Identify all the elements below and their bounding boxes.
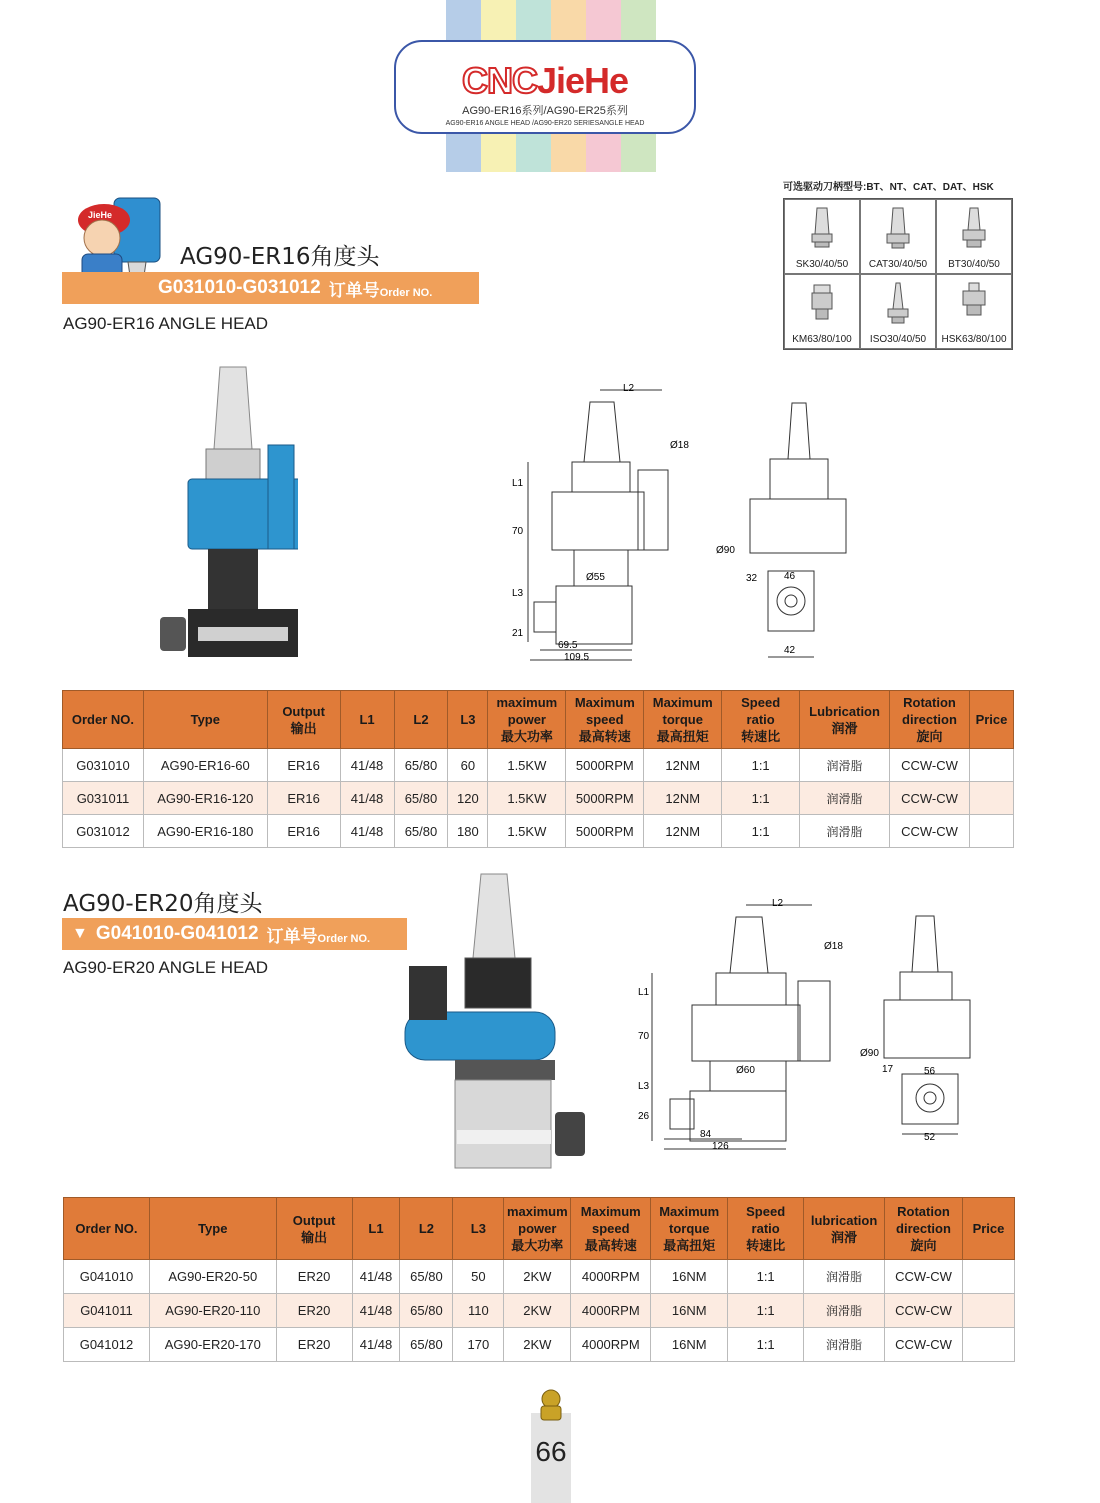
tool-shank-icon bbox=[883, 206, 913, 250]
table-header: Maximum speed 最高转速 bbox=[566, 691, 644, 749]
table-cell: CCW-CW bbox=[885, 1328, 963, 1362]
table-header: Order NO. bbox=[64, 1198, 150, 1260]
table-cell: 50 bbox=[453, 1260, 504, 1294]
dim-label: Ø55 bbox=[586, 572, 605, 583]
table-cell: 1:1 bbox=[728, 1294, 804, 1328]
shank-label: ISO30/40/50 bbox=[869, 334, 927, 345]
table-cell: G031010 bbox=[63, 749, 144, 782]
table-header: L1 bbox=[352, 1198, 400, 1260]
table-header: lubrication 润滑 bbox=[804, 1198, 885, 1260]
table-header: Lubrication 润滑 bbox=[800, 691, 890, 749]
dim-label: 84 bbox=[700, 1129, 712, 1140]
table-header: Maximum torque 最高扭矩 bbox=[644, 691, 722, 749]
table-cell: 41/48 bbox=[352, 1328, 400, 1362]
table-cell: 1:1 bbox=[728, 1328, 804, 1362]
table-cell: CCW-CW bbox=[890, 815, 970, 848]
product-photo-er16 bbox=[158, 365, 298, 660]
table-cell: 1.5KW bbox=[488, 749, 566, 782]
shank-label: SK30/40/50 bbox=[795, 259, 849, 270]
table-header: Speed ratio 转速比 bbox=[728, 1198, 804, 1260]
section2-subtitle: AG90-ER20 ANGLE HEAD bbox=[63, 958, 269, 977]
table-cell: AG90-ER16-60 bbox=[143, 749, 267, 782]
table-cell: 16NM bbox=[651, 1294, 728, 1328]
table-header-row bbox=[64, 1198, 1015, 1260]
table-row bbox=[63, 749, 1014, 782]
table-header: Speed ratio 转速比 bbox=[722, 691, 800, 749]
table-cell: CCW-CW bbox=[890, 782, 970, 815]
shank-cell bbox=[936, 274, 1012, 349]
table-cell: G041010 bbox=[64, 1260, 150, 1294]
tool-shank-icon bbox=[883, 281, 913, 325]
table-cell: ER20 bbox=[276, 1260, 352, 1294]
table-cell: 41/48 bbox=[352, 1260, 400, 1294]
table-cell: 1.5KW bbox=[488, 782, 566, 815]
table-cell: 4000RPM bbox=[571, 1328, 651, 1362]
table-cell: CCW-CW bbox=[890, 749, 970, 782]
shank-cell bbox=[784, 274, 860, 349]
table-cell: 5000RPM bbox=[566, 782, 644, 815]
table-cell: CCW-CW bbox=[885, 1294, 963, 1328]
table-cell: 12NM bbox=[644, 749, 722, 782]
table-cell: 65/80 bbox=[400, 1294, 453, 1328]
technical-drawing-er20-side bbox=[632, 893, 857, 1155]
table-cell: 41/48 bbox=[340, 749, 394, 782]
table-cell: 110 bbox=[453, 1294, 504, 1328]
table-cell: 65/80 bbox=[394, 815, 448, 848]
shank-cell bbox=[860, 274, 936, 349]
table-cell: ER16 bbox=[267, 749, 340, 782]
mascot-face bbox=[84, 220, 120, 256]
table-header: Rotation direction 旋向 bbox=[885, 1198, 963, 1260]
table-cell: 1:1 bbox=[722, 782, 800, 815]
section2-title: AG90-ER20角度头 bbox=[63, 891, 263, 917]
table-header: Type bbox=[149, 1198, 276, 1260]
table-cell: 5000RPM bbox=[566, 815, 644, 848]
technical-drawing-er16-side bbox=[508, 380, 708, 665]
table-cell: 41/48 bbox=[340, 782, 394, 815]
table-cell: 65/80 bbox=[400, 1328, 453, 1362]
table-cell: G031012 bbox=[63, 815, 144, 848]
dim-label: 17 bbox=[882, 1064, 894, 1075]
table-header: maximum power 最大功率 bbox=[488, 691, 566, 749]
table-cell: 1:1 bbox=[722, 815, 800, 848]
table-header: Order NO. bbox=[63, 691, 144, 749]
table-cell: 65/80 bbox=[400, 1260, 453, 1294]
table-row bbox=[64, 1260, 1015, 1294]
dim-label: 126 bbox=[712, 1141, 729, 1152]
table-cell: 4000RPM bbox=[571, 1294, 651, 1328]
table-cell bbox=[962, 1260, 1014, 1294]
table-header: Price bbox=[962, 1198, 1014, 1260]
dim-label: Ø90 bbox=[716, 545, 735, 556]
table-cell: 170 bbox=[453, 1328, 504, 1362]
table-cell: 65/80 bbox=[394, 749, 448, 782]
brand-cnc: CNC bbox=[461, 60, 537, 101]
table-cell: 2KW bbox=[504, 1294, 571, 1328]
product-photo-er20 bbox=[385, 872, 585, 1172]
table-header: L2 bbox=[394, 691, 448, 749]
spec-table-er16 bbox=[62, 690, 1014, 848]
table-header: Rotation direction 旋向 bbox=[890, 691, 970, 749]
table-cell: 65/80 bbox=[394, 782, 448, 815]
shank-cell bbox=[936, 199, 1012, 274]
section1-subtitle: AG90-ER16 ANGLE HEAD bbox=[63, 314, 269, 333]
table-cell: 1.5KW bbox=[488, 815, 566, 848]
dim-label: 32 bbox=[746, 573, 758, 584]
mascot-footer-icon bbox=[530, 1388, 572, 1422]
technical-drawing-er16-front bbox=[712, 395, 847, 665]
shank-options-grid bbox=[783, 198, 1013, 350]
tool-shank-icon bbox=[959, 281, 989, 325]
section2-order-range: G041010-G041012 bbox=[95, 923, 259, 944]
table-cell: 润滑脂 bbox=[804, 1294, 885, 1328]
dim-label: 42 bbox=[784, 645, 796, 656]
table-header: Maximum torque 最高扭矩 bbox=[651, 1198, 728, 1260]
table-cell bbox=[969, 815, 1013, 848]
table-header: Price bbox=[969, 691, 1013, 749]
table-header: Output 输出 bbox=[276, 1198, 352, 1260]
section2-order-bar bbox=[62, 918, 407, 950]
tool-shank-icon bbox=[807, 281, 837, 325]
table-header: Output 输出 bbox=[267, 691, 340, 749]
table-header: L2 bbox=[400, 1198, 453, 1260]
brand-subtitle-en: AG90-ER16 ANGLE HEAD /AG90-ER20 SERIESANGLE HEAD bbox=[445, 120, 645, 127]
dim-label: L2 bbox=[772, 898, 784, 909]
table-cell: ER16 bbox=[267, 782, 340, 815]
section1-order-range: G031010-G031012 bbox=[158, 277, 321, 298]
dim-label: 21 bbox=[512, 628, 524, 639]
dim-label: 69.5 bbox=[558, 640, 578, 651]
dim-label: L1 bbox=[512, 478, 524, 489]
dim-label: L1 bbox=[638, 987, 650, 998]
table-cell: 2KW bbox=[504, 1328, 571, 1362]
table-cell: AG90-ER20-170 bbox=[149, 1328, 276, 1362]
dim-label: 109.5 bbox=[564, 652, 590, 663]
table-cell: ER20 bbox=[276, 1328, 352, 1362]
table-cell: 12NM bbox=[644, 815, 722, 848]
table-cell: 12NM bbox=[644, 782, 722, 815]
table-cell bbox=[962, 1294, 1014, 1328]
dim-label: Ø18 bbox=[824, 941, 843, 952]
table-cell: 润滑脂 bbox=[800, 749, 890, 782]
dim-label: 26 bbox=[638, 1111, 650, 1122]
table-cell: 润滑脂 bbox=[804, 1260, 885, 1294]
dim-label: 52 bbox=[924, 1132, 936, 1143]
table-cell: 2KW bbox=[504, 1260, 571, 1294]
section1-order-bar bbox=[62, 272, 479, 304]
table-cell: 4000RPM bbox=[571, 1260, 651, 1294]
dim-label: Ø90 bbox=[860, 1048, 879, 1059]
table-cell bbox=[969, 782, 1013, 815]
table-cell: CCW-CW bbox=[885, 1260, 963, 1294]
table-cell: 60 bbox=[448, 749, 488, 782]
triangle-marker-icon: ▼ bbox=[72, 925, 88, 942]
table-cell: 41/48 bbox=[352, 1294, 400, 1328]
table-header: L1 bbox=[340, 691, 394, 749]
section2-order-label: 订单号Order NO. bbox=[266, 926, 371, 946]
table-cell: 润滑脂 bbox=[804, 1328, 885, 1362]
table-cell: 5000RPM bbox=[566, 749, 644, 782]
shank-label: CAT30/40/50 bbox=[868, 259, 928, 270]
section1-title: AG90-ER16角度头 bbox=[180, 244, 380, 270]
table-header: L3 bbox=[453, 1198, 504, 1260]
table-header-row bbox=[63, 691, 1014, 749]
table-cell: 润滑脂 bbox=[800, 782, 890, 815]
table-header: Maximum speed 最高转速 bbox=[571, 1198, 651, 1260]
table-cell: 16NM bbox=[651, 1260, 728, 1294]
page-number: 66 bbox=[535, 1436, 567, 1467]
shank-label: HSK63/80/100 bbox=[941, 334, 1007, 345]
table-cell: 41/48 bbox=[340, 815, 394, 848]
table-cell: G041012 bbox=[64, 1328, 150, 1362]
dim-label: Ø60 bbox=[736, 1065, 755, 1076]
shank-options-title: 可选驱动刀柄型号:BT、NT、CAT、DAT、HSK bbox=[783, 182, 994, 193]
table-cell: 16NM bbox=[651, 1328, 728, 1362]
table-header: maximum power 最大功率 bbox=[504, 1198, 571, 1260]
table-header: Type bbox=[143, 691, 267, 749]
brand-logo bbox=[396, 60, 694, 102]
dim-label: L3 bbox=[638, 1081, 650, 1092]
dim-label: L2 bbox=[623, 383, 635, 394]
technical-drawing-er20-front bbox=[856, 908, 980, 1148]
table-cell: G031011 bbox=[63, 782, 144, 815]
table-cell: 120 bbox=[448, 782, 488, 815]
dim-label: 70 bbox=[638, 1031, 650, 1042]
brand-subtitle-cn: AG90-ER16系列/AG90-ER25系列 bbox=[462, 105, 628, 117]
spec-table-er20 bbox=[63, 1197, 1015, 1362]
table-cell: 润滑脂 bbox=[800, 815, 890, 848]
shank-label: BT30/40/50 bbox=[948, 259, 1000, 270]
table-row bbox=[63, 782, 1014, 815]
dim-label: 46 bbox=[784, 571, 796, 582]
table-cell: AG90-ER20-110 bbox=[149, 1294, 276, 1328]
dim-label: 70 bbox=[512, 526, 524, 537]
table-cell: 180 bbox=[448, 815, 488, 848]
table-cell: ER16 bbox=[267, 815, 340, 848]
brand-box bbox=[394, 40, 696, 134]
table-cell bbox=[962, 1328, 1014, 1362]
table-row bbox=[64, 1328, 1015, 1362]
table-cell bbox=[969, 749, 1013, 782]
dim-label: L3 bbox=[512, 588, 524, 599]
table-row bbox=[64, 1294, 1015, 1328]
shank-cell bbox=[784, 199, 860, 274]
tool-shank-icon bbox=[959, 206, 989, 250]
dim-label: 56 bbox=[924, 1066, 936, 1077]
dim-label: Ø18 bbox=[670, 440, 689, 451]
shank-cell bbox=[860, 199, 936, 274]
section1-order-label: 订单号Order NO. bbox=[328, 280, 433, 300]
table-row bbox=[63, 815, 1014, 848]
tool-shank-icon bbox=[807, 206, 837, 250]
brand-jiehe: JieHe bbox=[536, 60, 629, 101]
table-cell: 1:1 bbox=[728, 1260, 804, 1294]
table-cell: AG90-ER20-50 bbox=[149, 1260, 276, 1294]
mascot-cap-text: JieHe bbox=[88, 210, 113, 220]
table-header: L3 bbox=[448, 691, 488, 749]
table-cell: ER20 bbox=[276, 1294, 352, 1328]
shank-label: KM63/80/100 bbox=[792, 334, 852, 345]
table-cell: G041011 bbox=[64, 1294, 150, 1328]
table-cell: 1:1 bbox=[722, 749, 800, 782]
table-cell: AG90-ER16-120 bbox=[143, 782, 267, 815]
table-cell: AG90-ER16-180 bbox=[143, 815, 267, 848]
